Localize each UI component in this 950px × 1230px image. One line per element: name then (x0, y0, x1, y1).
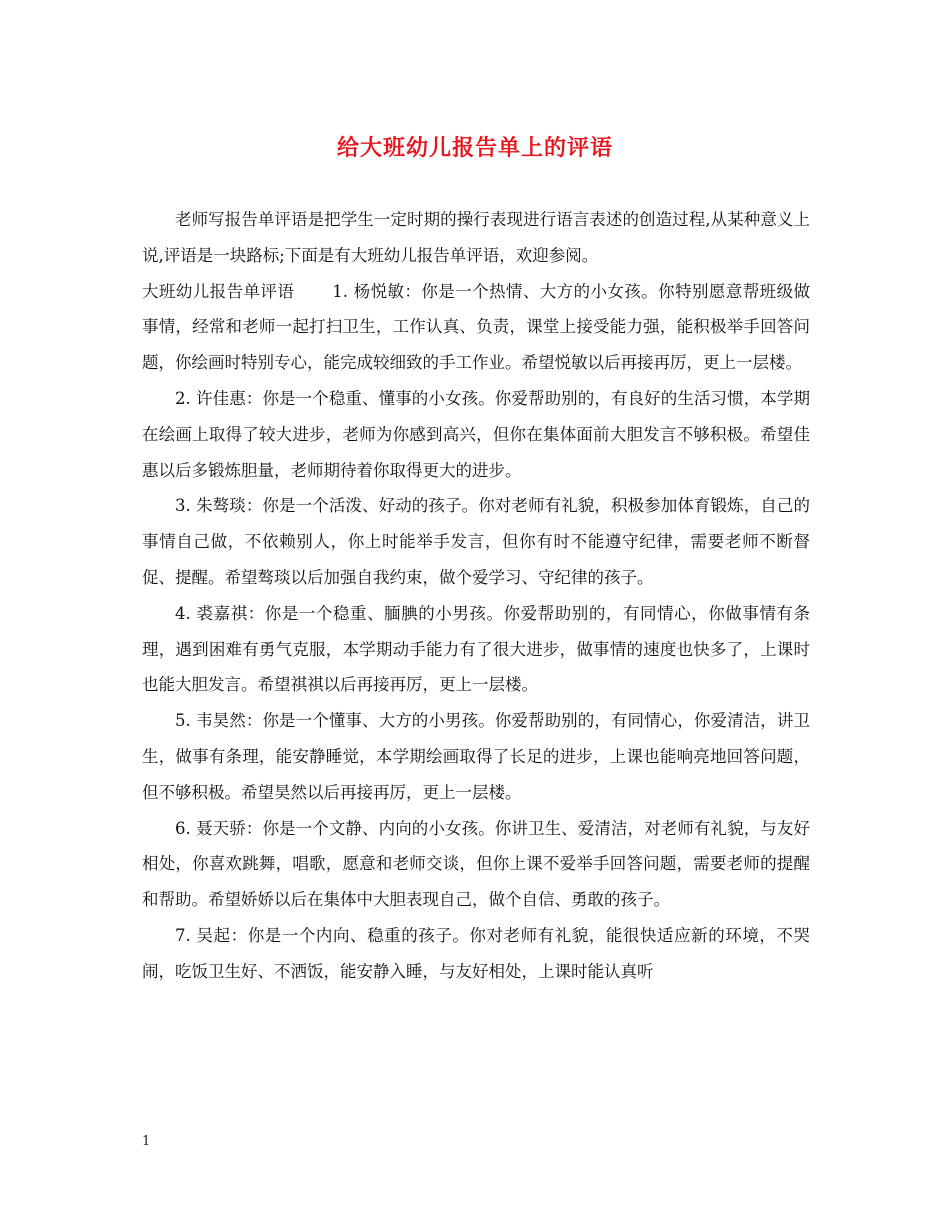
section-label: 大班幼儿报告单评语 (142, 281, 295, 301)
entry-paragraph-7: 7. 吴起：你是一个内向、稳重的孩子。你对老师有礼貌，能很快适应新的环境，不哭闹，吃饭卫生好、不洒饭，能安静入睡，与友好相处，上课时能认真听 (142, 925, 810, 981)
entry-paragraph-3: 3. 朱骜琰：你是一个活泼、好动的孩子。你对老师有礼貌，积极参加体育锻炼，自己的事情自己做，不依赖别人，你上时能举手发言，但你有时不能遵守纪律，需要老师不断督促、提醒。希望骜琰以后加强自我约束，做个爱学习、守纪律的孩子。 (142, 496, 810, 587)
intro-paragraph: 老师写报告单评语是把学生一定时期的操行表现进行语言表述的创造过程,从某种意义上说,评语是一块路标;下面是有大班幼儿报告单评语，欢迎参阅。 (142, 210, 810, 265)
entry-paragraph-1: 1. 杨悦敏：你是一个热情、大方的小女孩。你特别愿意帮班级做事情，经常和老师一起打扫卫生，工作认真、负责，课堂上接受能力强，能积极举手回答问题，你绘画时特别专心，能完成较细致的手工作业。希望悦敏以后再接再厉，更上一层楼。 (142, 281, 810, 373)
entry-paragraph-5: 5. 韦昊然：你是一个懂事、大方的小男孩。你爱帮助别的，有同情心，你爱清洁，讲卫生，做事有条理，能安静睡觉，本学期绘画取得了长足的进步，上课也能响亮地回答问题，但不够积极。希望昊然以后再接再厉，更上一层楼。 (142, 711, 810, 802)
entry-paragraph-4: 4. 裘嘉祺：你是一个稳重、腼腆的小男孩。你爱帮助别的，有同情心，你做事情有条理，遇到困难有勇气克服，本学期动手能力有了很大进步，做事情的速度也快多了，上课时也能大胆发言。希望祺祺以后再接再厉，更上一层楼。 (142, 603, 810, 695)
document-body (142, 202, 810, 990)
section-paragraph (142, 274, 810, 381)
page-number: 1 (142, 1134, 151, 1149)
entry-paragraph-2: 2. 许佳惠：你是一个稳重、懂事的小女孩。你爱帮助别的，有良好的生活习惯，本学期在绘画上取得了较大进步，老师为你感到高兴，但你在集体面前大胆发言不够积极。希望佳惠以后多锻炼胆量，老师期待着你取得更大的进步。 (142, 388, 810, 480)
entry-paragraph-6: 6. 聂天骄：你是一个文静、内向的小女孩。你讲卫生、爱清洁，对老师有礼貌，与友好相处，你喜欢跳舞，唱歌，愿意和老师交谈，但你上课不爱举手回答问题，需要老师的提醒和帮助。希望娇娇以后在集体中大胆表现自己，做个自信、勇敢的孩子。 (142, 818, 810, 910)
document-title: 给大班幼儿报告单上的评语 (336, 135, 613, 161)
